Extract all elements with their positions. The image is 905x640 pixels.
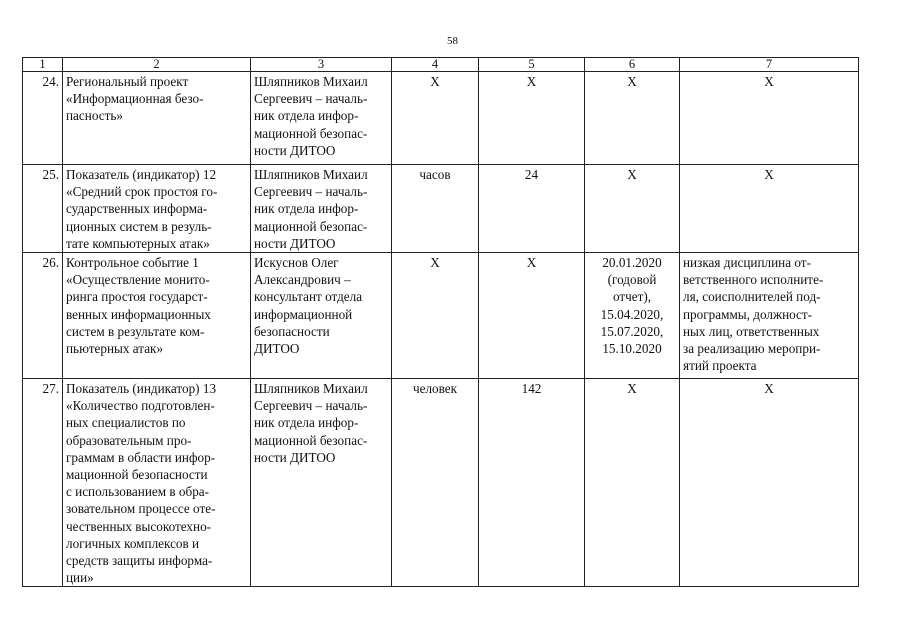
page-number: 58	[447, 35, 458, 47]
row-deadline: X	[585, 72, 680, 165]
header-col-2: 2	[63, 58, 251, 72]
header-col-1: 1	[23, 58, 63, 72]
row-unit: часов	[392, 165, 479, 253]
row-unit: X	[392, 72, 479, 165]
table-row	[23, 165, 859, 253]
data-table	[22, 57, 859, 587]
header-row	[23, 58, 859, 72]
row-risks: низкая дисциплина от- ветственного исполните- ля, соисполнителей под- программы, должност- ных лиц, ответственных за реализацию меропри- ятий проекта	[680, 253, 859, 379]
row-name: Показатель (индикатор) 13 «Количество подготовлен- ных специалистов по образовательным про- граммам в области инфор- мационной безопасности с использованием в обра- зовательном процессе оте- чественных высокотехно- логичных комплексов и средств защиты информа- ции»	[63, 379, 251, 587]
row-deadline: X	[585, 379, 680, 587]
row-value: X	[479, 72, 585, 165]
row-value: X	[479, 253, 585, 379]
row-risks: X	[680, 72, 859, 165]
header-col-3: 3	[251, 58, 392, 72]
row-responsible: Шляпников Михаил Сергеевич – началь- ник отдела инфор- мационной безопас- ности ДИТОО	[251, 379, 392, 587]
row-number: 27.	[23, 379, 63, 587]
row-value: 142	[479, 379, 585, 587]
row-risks: X	[680, 379, 859, 587]
header-col-4: 4	[392, 58, 479, 72]
header-col-5: 5	[479, 58, 585, 72]
row-number: 25.	[23, 165, 63, 253]
row-deadline: X	[585, 165, 680, 253]
table-row	[23, 253, 859, 379]
row-deadline: 20.01.2020 (годовой отчет), 15.04.2020, 15.07.2020, 15.10.2020	[585, 253, 680, 379]
header-col-6: 6	[585, 58, 680, 72]
row-name: Контрольное событие 1 «Осуществление монито- ринга простоя государст- венных информационных систем в результате ком- пьютерных атак»	[63, 253, 251, 379]
row-number: 24.	[23, 72, 63, 165]
row-unit: X	[392, 253, 479, 379]
header-col-7: 7	[680, 58, 859, 72]
row-responsible: Шляпников Михаил Сергеевич – началь- ник отдела инфор- мационной безопас- ности ДИТОО	[251, 165, 392, 253]
table-row	[23, 72, 859, 165]
row-risks: X	[680, 165, 859, 253]
row-responsible: Искуснов Олег Александрович – консультант отдела информационной безопасности ДИТОО	[251, 253, 392, 379]
row-name: Показатель (индикатор) 12 «Средний срок простоя го- сударственных информа- ционных систем в резуль- тате компьютерных атак»	[63, 165, 251, 253]
table-row	[23, 379, 859, 587]
row-responsible: Шляпников Михаил Сергеевич – началь- ник отдела инфор- мационной безопас- ности ДИТОО	[251, 72, 392, 165]
row-value: 24	[479, 165, 585, 253]
row-number: 26.	[23, 253, 63, 379]
row-unit: человек	[392, 379, 479, 587]
row-name: Региональный проект «Информационная безо- пасность»	[63, 72, 251, 165]
